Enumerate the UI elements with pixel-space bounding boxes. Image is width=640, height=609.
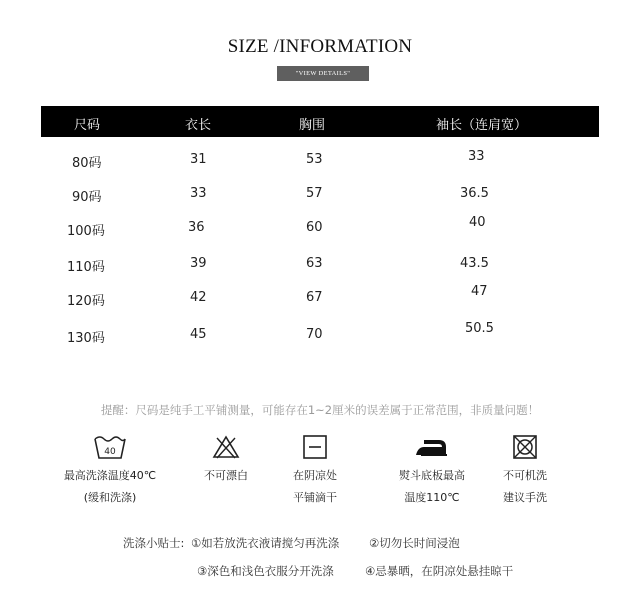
wash-40-icon <box>92 434 128 460</box>
table-row <box>0 256 640 280</box>
table-header <box>41 106 599 137</box>
dry-flat-shade-icon <box>300 434 330 460</box>
cell-sleeve: 47 <box>471 284 488 299</box>
no-bleach-icon <box>211 434 241 460</box>
cell-chest: 70 <box>306 327 323 342</box>
cell-size: 100码 <box>67 224 105 239</box>
no-machine-wash-icon <box>510 434 540 460</box>
cell-chest: 57 <box>306 186 323 201</box>
measurement-note: 提醒：尺码是纯手工平铺测量，可能存在1~2厘米的误差属于正常范围，非质量问题！ <box>100 403 540 417</box>
column-header-length: 衣长 <box>185 118 212 133</box>
care-label: (缓和洗涤) <box>83 491 137 504</box>
cell-chest: 53 <box>306 152 323 167</box>
cell-length: 42 <box>190 290 207 305</box>
tips-prefix: 洗涤小贴士: <box>123 536 185 550</box>
care-label: 温度110℃ <box>404 491 460 504</box>
cell-size: 120码 <box>67 294 105 309</box>
cell-sleeve: 50.5 <box>465 321 494 336</box>
tip-item: ①如若放洗衣液请搅匀再洗涤 <box>191 536 340 550</box>
cell-sleeve: 36.5 <box>460 186 489 201</box>
care-label: 最高洗涤温度40℃ <box>63 469 157 482</box>
cell-size: 80码 <box>72 156 102 171</box>
tip-item: ③深色和浅色衣服分开洗涤 <box>197 564 334 578</box>
care-label: 不可机洗 <box>503 469 547 482</box>
cell-length: 31 <box>190 152 207 167</box>
view-details-badge: "VIEW DETAILS" <box>277 66 369 81</box>
page-title: SIZE /INFORMATION <box>227 36 413 57</box>
table-row <box>0 215 640 244</box>
care-item-wash <box>50 434 170 509</box>
table-row <box>0 186 640 210</box>
cell-length: 45 <box>190 327 207 342</box>
wash-temperature-text: 40 <box>104 447 116 457</box>
cell-chest: 67 <box>306 290 323 305</box>
tip-item: ②切勿长时间浸泡 <box>369 536 460 550</box>
cell-length: 39 <box>190 256 207 271</box>
cell-size: 130码 <box>67 331 105 346</box>
cell-size: 90码 <box>72 190 102 205</box>
column-header-sleeve: 袖长（连肩宽） <box>436 118 528 133</box>
table-row <box>0 284 640 314</box>
iron-icon <box>412 434 452 460</box>
cell-length: 36 <box>188 220 205 235</box>
care-item-machine-wash <box>465 434 585 509</box>
care-label: 不可漂白 <box>204 469 248 482</box>
care-label: 建议手洗 <box>503 491 547 504</box>
cell-sleeve: 43.5 <box>460 256 489 271</box>
cell-length: 33 <box>190 186 207 201</box>
cell-chest: 63 <box>306 256 323 271</box>
column-header-size: 尺码 <box>74 118 101 133</box>
cell-size: 110码 <box>67 260 105 275</box>
table-row <box>0 149 640 176</box>
care-label: 熨斗底板最高 <box>399 469 465 482</box>
column-header-chest: 胸围 <box>299 118 326 133</box>
care-label: 在阴凉处 <box>293 469 337 482</box>
cell-sleeve: 33 <box>468 149 485 164</box>
cell-chest: 60 <box>306 220 323 235</box>
table-row <box>0 321 640 351</box>
care-label: 平铺滴干 <box>293 491 337 504</box>
tip-item: ④忌暴晒，在阴凉处悬挂晾干 <box>365 564 514 578</box>
care-item-dry <box>255 434 375 509</box>
cell-sleeve: 40 <box>469 215 486 230</box>
